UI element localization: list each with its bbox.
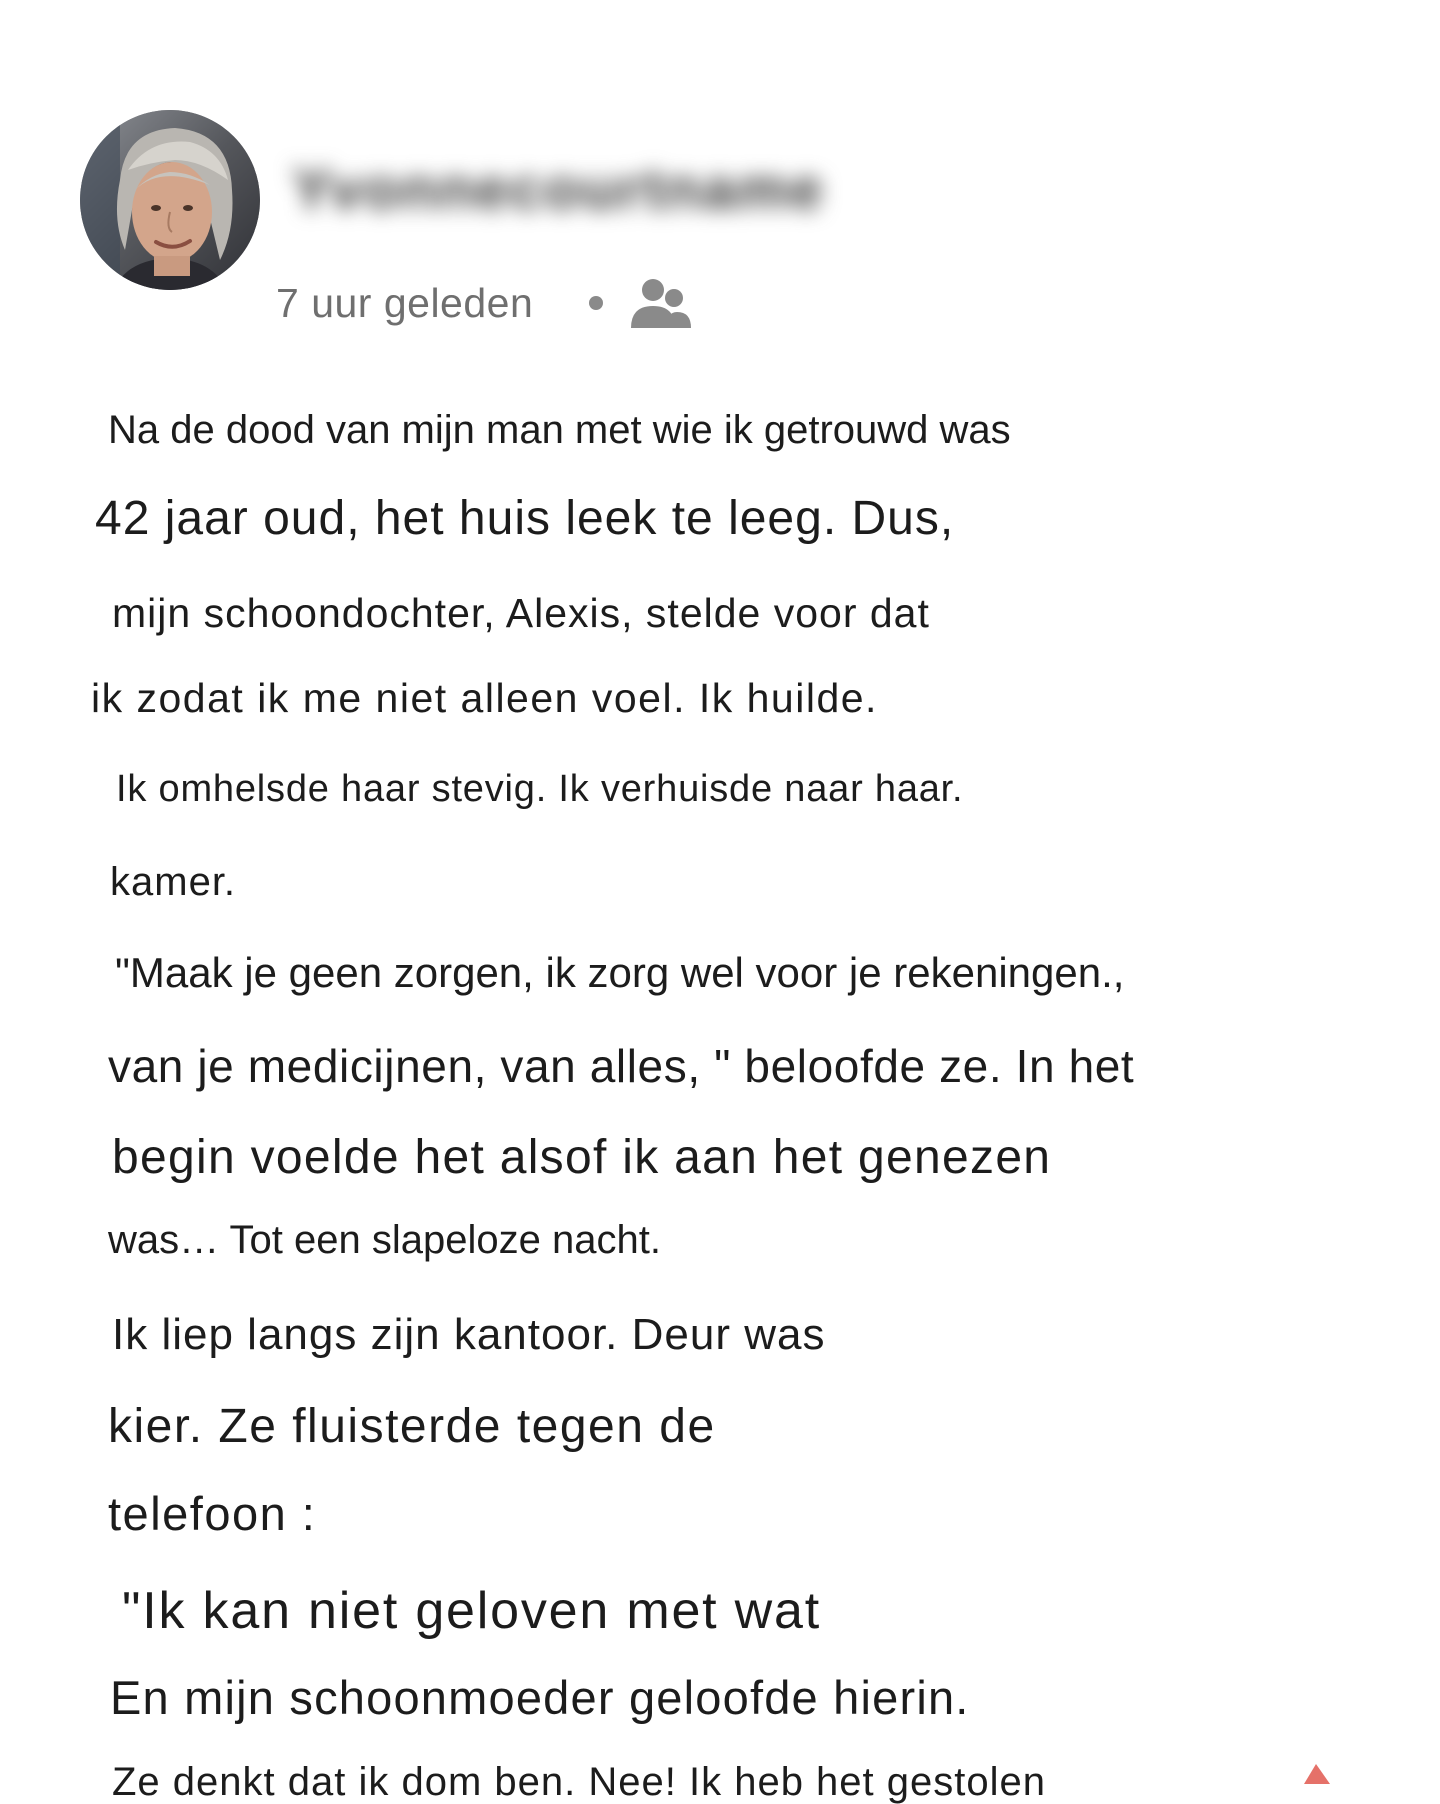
- post-text-line: kamer.: [110, 860, 237, 904]
- post-text-line: 42 jaar oud, het huis leek te leeg. Dus,: [95, 492, 955, 545]
- friends-icon[interactable]: [629, 276, 693, 330]
- post-text-line: "Maak je geen zorgen, ik zorg wel voor je rekeningen.,: [115, 949, 1125, 996]
- post-text-line: van je medicijnen, van alles, " beloofde ze. In het: [108, 1040, 1135, 1092]
- post-text-line: telefoon :: [108, 1487, 317, 1540]
- post-text-line: En mijn schoonmoeder geloofde hierin.: [110, 1671, 970, 1724]
- post-text-line: Na de dood van mijn man met wie ik getrouwd was: [108, 408, 1011, 452]
- author-name[interactable]: Yvonnecourtname: [292, 157, 825, 222]
- post-timestamp[interactable]: 7 uur geleden: [276, 279, 534, 326]
- post-meta: [276, 278, 693, 328]
- post-text-line: ik zodat ik me niet alleen voel. Ik huilde.: [91, 675, 878, 721]
- arrow-pointer-icon: [1296, 1762, 1336, 1784]
- profile-photo-icon: [80, 110, 260, 290]
- post-text-line: begin voelde het alsof ik aan het genezen: [112, 1131, 1052, 1184]
- separator-dot: [589, 296, 603, 310]
- post-text-line: "Ik kan niet geloven met wat: [122, 1582, 821, 1640]
- author-avatar[interactable]: [80, 110, 260, 290]
- post-text-line: Ik liep langs zijn kantoor. Deur was: [112, 1310, 826, 1359]
- post-text-line: mijn schoondochter, Alexis, stelde voor dat: [112, 590, 930, 636]
- post-text-line: Ik omhelsde haar stevig. Ik verhuisde naar haar.: [116, 768, 964, 810]
- post-text-line: Ze denkt dat ik dom ben. Nee! Ik heb het gestolen: [112, 1760, 1046, 1804]
- post-text-line: was… Tot een slapeloze nacht.: [108, 1218, 661, 1262]
- post-text-line: kier. Ze fluisterde tegen de: [108, 1400, 716, 1453]
